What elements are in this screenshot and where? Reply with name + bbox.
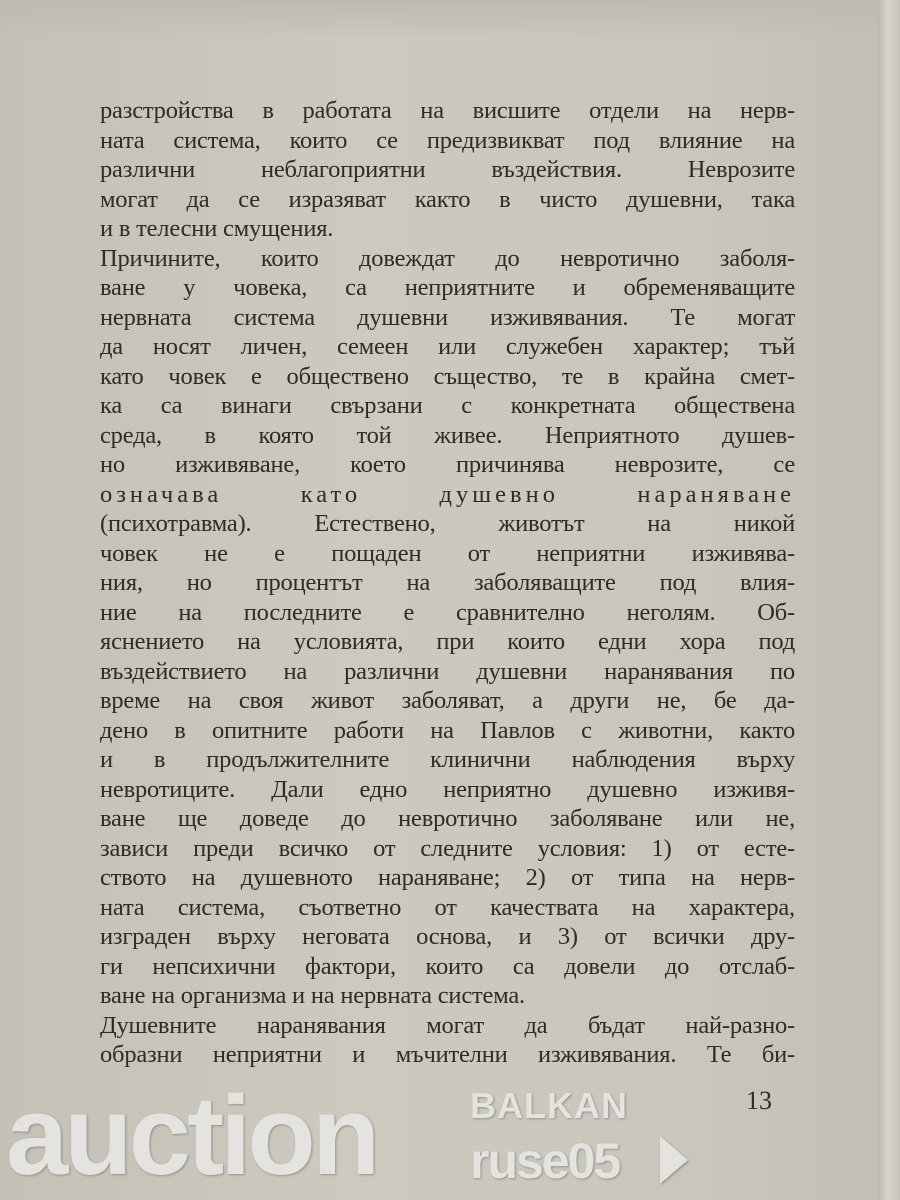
- text-line: време на своя живот заболяват, а други не, бе да-: [100, 687, 795, 714]
- text-line: означава като душевно нараняване: [100, 480, 795, 508]
- text-line: ние на последните е сравнително неголям. Об-: [100, 598, 795, 626]
- text-line: ния, но процентът на заболяващите под влия-: [100, 569, 795, 596]
- text-line: като човек е обществено същество, те в крайна смет-: [100, 362, 795, 390]
- page-number: 13: [746, 1086, 772, 1115]
- body-text: [100, 96, 795, 1070]
- text-line: дено в опитните работи на Павлов с животни, както: [100, 716, 795, 744]
- text-line: да носят личен, семеен или служебен характер; тъй: [100, 333, 795, 360]
- text-line: (психотравма). Естествено, животът на никой: [100, 510, 795, 537]
- page-edge: [878, 0, 900, 1200]
- text-line: и в продължителните клинични наблюдения върху: [100, 746, 795, 773]
- text-line: различни неблагоприятни въздействия. Неврозите: [100, 156, 795, 183]
- text-line: въздействието на различни душевни наранявания по: [100, 657, 795, 685]
- text-line: ството на душевното нараняване; 2) от типа на нерв-: [100, 864, 795, 891]
- text-line: ване на организма и на нервната система.: [100, 982, 525, 1009]
- text-line: ги непсихични фактори, които са довели до отслаб-: [100, 952, 795, 980]
- text-line: и в телесни смущения.: [100, 215, 334, 242]
- text-line: Причините, които довеждат до невротично заболя-: [100, 244, 795, 272]
- text-line: зависи преди всичко от следните условия: 1) от есте-: [100, 834, 795, 862]
- text-line: нервната система душевни изживявания. Те могат: [100, 303, 795, 331]
- text-line: образни неприятни и мъчителни изживявания. Те би-: [100, 1041, 795, 1068]
- text-line: изграден върху неговата основа, и 3) от всички дру-: [100, 923, 795, 950]
- text-line: разстройства в работата на висшите отдели на нерв-: [100, 97, 795, 124]
- text-line: среда, в която той живее. Неприятното душев-: [100, 421, 795, 449]
- text-line: но изживяване, което причинява неврозите, се: [100, 451, 795, 478]
- page-shadow: [0, 0, 884, 40]
- text-line: ната система, съответно от качествата на характера,: [100, 893, 795, 921]
- text-line: Душевните наранявания могат да бъдат най-разно-: [100, 1011, 795, 1039]
- text-line: ка са винаги свързани с конкретната обществена: [100, 392, 795, 419]
- text-line: ване ще доведе до невротично заболяване или не,: [100, 805, 795, 832]
- text-line: яснението на условията, при които едни хора под: [100, 628, 795, 655]
- text-line: невротиците. Дали едно неприятно душевно изживя-: [100, 775, 795, 803]
- watermark-auction: auction: [6, 1073, 377, 1198]
- text-line: човек не е пощаден от неприятни изживява-: [100, 539, 795, 567]
- watermark-balkan: BALKAN: [470, 1085, 628, 1126]
- text-line: могат да се изразяват както в чисто душевни, така: [100, 185, 795, 213]
- text-line: ване у човека, са неприятните и обременяващите: [100, 274, 795, 301]
- watermark-seller: ruse05: [470, 1133, 620, 1189]
- text-line: ната система, които се предизвикват под влияние на: [100, 126, 795, 154]
- play-icon: [660, 1136, 688, 1184]
